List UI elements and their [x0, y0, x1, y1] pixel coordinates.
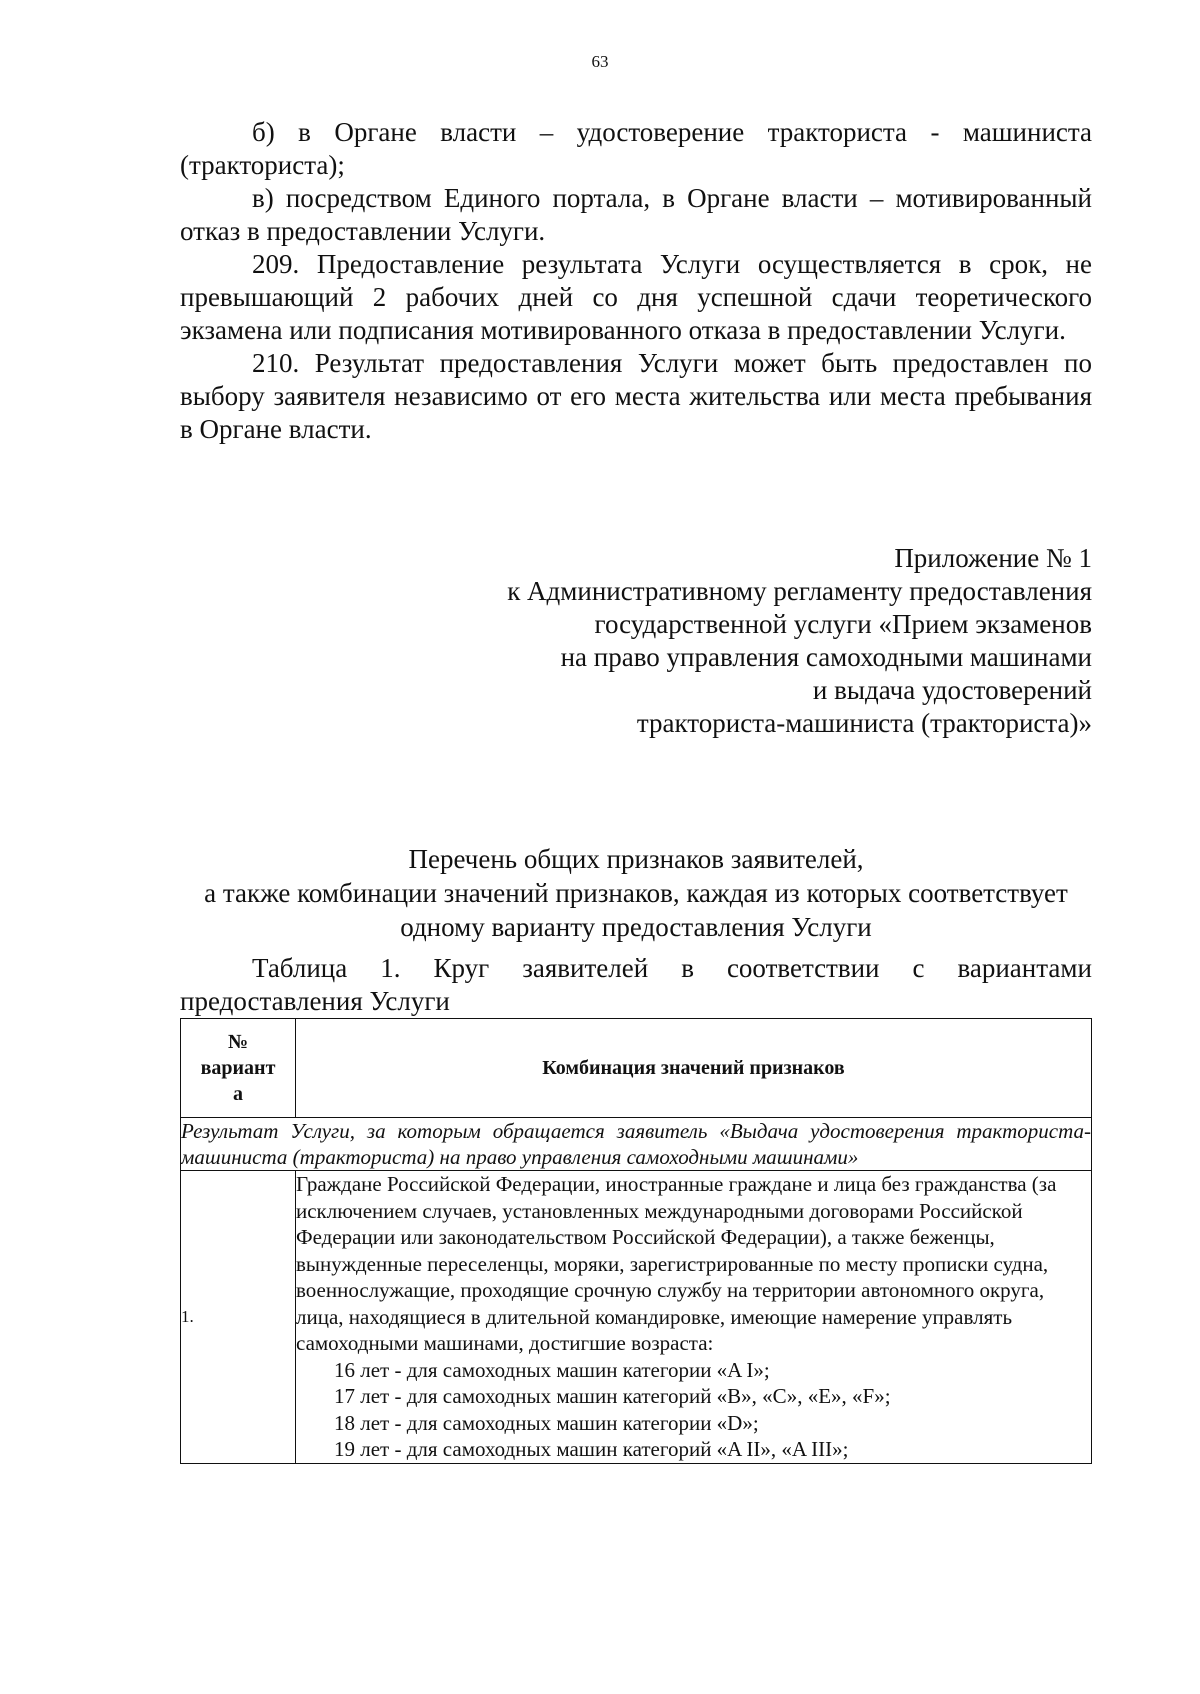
appendix-line: и выдача удостоверений [812, 675, 1092, 705]
body-text [180, 116, 1092, 446]
appendix-line: к Административному регламенту предоставления [507, 576, 1092, 606]
header-num-line: № [227, 1031, 249, 1053]
caption-word: Круг [433, 953, 490, 983]
table-caption [180, 952, 1092, 1018]
appendix-line: на право управления самоходными машинами [560, 642, 1092, 672]
caption-word: в [681, 953, 694, 983]
table-caption-line [180, 952, 1092, 985]
table-result-row [181, 1118, 1092, 1171]
header-combination: Комбинация значений признаков [296, 1019, 1092, 1118]
header-num-line: а [233, 1083, 243, 1105]
caption-word: заявителей [522, 953, 649, 983]
variant-description [296, 1171, 1092, 1464]
variant-number: 1. [181, 1171, 296, 1464]
paragraph-209: 209. Предоставление результата Услуги осуществляется в срок, не превышающий 2 рабочих дней со дня успешной сдачи теоретического экзамена или подписания мотивированного отказа в предоставлении Услуги. [180, 249, 1092, 345]
caption-word: соответствии [726, 953, 880, 983]
paragraph-b: б) в Органе власти – удостоверение тракториста - машиниста (тракториста); [180, 117, 1092, 180]
variant-text: Граждане Российской Федерации, иностранные граждане и лица без гражданства (за исключением случаев, установленных международными договорами Российской Федерации или законодательством Российской Федерации), а также беженцы, вынужденные переселенцы, моряки, зарегистрированные по месту прописки судна, военнослужащие, проходящие срочную службу на территории автономного округа, лица, находящиеся в длительной командировке, имеющие намерение управлять самоходными машинами, достигшие возраста: [296, 1172, 1057, 1355]
appendix-line: Приложение № 1 [894, 543, 1092, 573]
appendix-reference [507, 542, 1092, 740]
heading-line: а также комбинации значений признаков, каждая из которых соответствует [204, 878, 1068, 908]
appendix-line: государственной услуги «Прием экзаменов [594, 609, 1092, 639]
caption-word: вариантами [957, 953, 1092, 983]
appendix-line: тракториста-машиниста (тракториста)» [636, 708, 1092, 738]
age-line: 16 лет - для самоходных машин категории «A I»; [334, 1357, 770, 1382]
heading-line: Перечень общих признаков заявителей, [408, 844, 864, 874]
header-variant-number [181, 1019, 296, 1118]
table-row [181, 1171, 1092, 1464]
paragraph-v: в) посредством Единого портала, в Органе власти – мотивированный отказ в предоставлении Услуги. [180, 183, 1092, 246]
caption-word: Таблица [252, 953, 348, 983]
table-caption-line: предоставления Услуги [180, 986, 450, 1016]
header-num-line: вариант [200, 1057, 276, 1079]
age-line: 18 лет - для самоходных машин категории «D»; [334, 1410, 759, 1435]
age-line: 17 лет - для самоходных машин категорий «B», «C», «E», «F»; [334, 1384, 891, 1408]
table-header-row [181, 1019, 1092, 1118]
caption-word: 1. [380, 953, 401, 983]
variants-table [180, 1018, 1092, 1464]
result-description: Результат Услуги, за которым обращается заявитель «Выдача удостоверения тракториста-машиниста (тракториста) на право управления самоходными машинами» [181, 1119, 1091, 1169]
caption-word: с [912, 953, 925, 983]
heading-line: одному варианту предоставления Услуги [400, 912, 872, 942]
paragraph-210: 210. Результат предоставления Услуги может быть предоставлен по выбору заявителя независимо от его места жительства или места пребывания в Органе власти. [180, 348, 1092, 444]
age-line: 19 лет - для самоходных машин категорий «A II», «A III»; [334, 1437, 849, 1461]
page-number: 63 [591, 52, 609, 71]
section-heading [180, 842, 1092, 944]
